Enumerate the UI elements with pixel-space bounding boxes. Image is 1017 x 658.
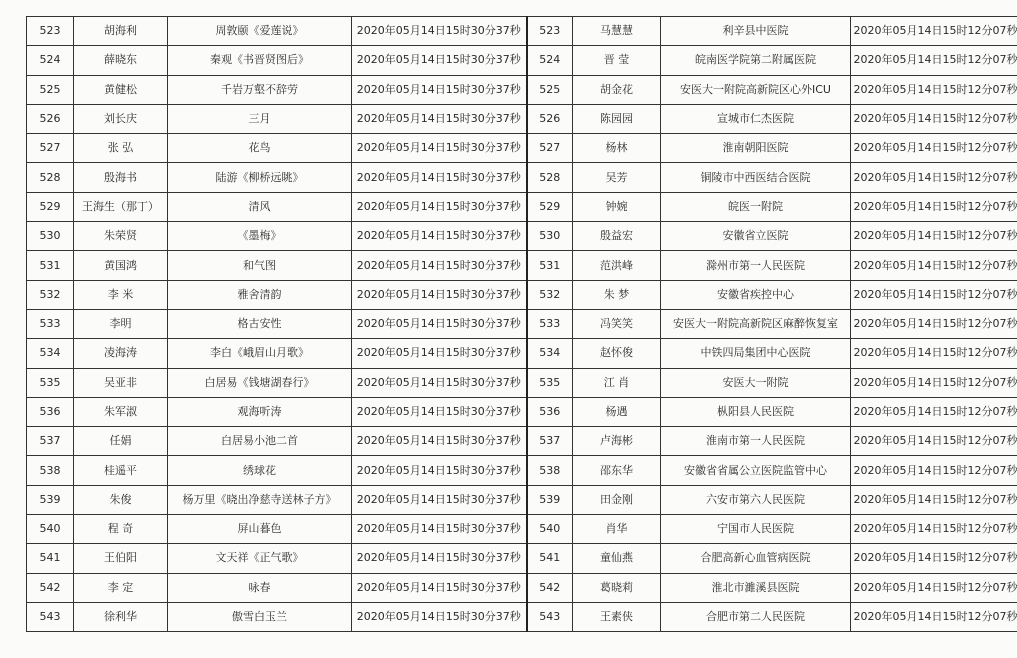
table-row bbox=[27, 368, 1017, 397]
hospital-name: 安徽省省属公立医院监管中心 bbox=[661, 456, 851, 485]
staff-name: 陈园园 bbox=[573, 104, 661, 133]
hospital-name: 合肥市第二人民医院 bbox=[661, 602, 851, 631]
staff-name: 朱 梦 bbox=[573, 280, 661, 309]
staff-name: 钟婉 bbox=[573, 192, 661, 221]
timestamp-right: 2020年05月14日15时12分07秒 bbox=[851, 251, 1017, 280]
staff-name: 王素侠 bbox=[573, 602, 661, 631]
author-name: 程 奇 bbox=[74, 515, 168, 544]
timestamp-right: 2020年05月14日15时12分07秒 bbox=[851, 602, 1017, 631]
row-number-right: 535 bbox=[527, 368, 573, 397]
author-name: 刘长庆 bbox=[74, 104, 168, 133]
row-number-right: 524 bbox=[527, 46, 573, 75]
timestamp-left: 2020年05月14日15时30分37秒 bbox=[352, 456, 527, 485]
timestamp-left: 2020年05月14日15时30分37秒 bbox=[352, 573, 527, 602]
timestamp-right: 2020年05月14日15时12分07秒 bbox=[851, 456, 1017, 485]
author-name: 凌海涛 bbox=[74, 339, 168, 368]
staff-name: 邵东华 bbox=[573, 456, 661, 485]
hospital-name: 皖医一附院 bbox=[661, 192, 851, 221]
work-title: 三月 bbox=[168, 104, 352, 133]
row-number-right: 533 bbox=[527, 309, 573, 338]
row-number-right: 541 bbox=[527, 544, 573, 573]
author-name: 李明 bbox=[74, 309, 168, 338]
row-number-left: 536 bbox=[27, 397, 74, 426]
timestamp-left: 2020年05月14日15时30分37秒 bbox=[352, 251, 527, 280]
author-name: 黄健松 bbox=[74, 75, 168, 104]
work-title: 千岩万壑不辞劳 bbox=[168, 75, 352, 104]
work-title: 清风 bbox=[168, 192, 352, 221]
row-number-left: 541 bbox=[27, 544, 74, 573]
table-row bbox=[27, 397, 1017, 426]
staff-name: 殷益宏 bbox=[573, 222, 661, 251]
hospital-name: 淮南朝阳医院 bbox=[661, 134, 851, 163]
table-row bbox=[27, 309, 1017, 338]
timestamp-right: 2020年05月14日15时12分07秒 bbox=[851, 309, 1017, 338]
work-title: 秦观《书晋贤图后》 bbox=[168, 46, 352, 75]
timestamp-right: 2020年05月14日15时12分07秒 bbox=[851, 104, 1017, 133]
hospital-name: 铜陵市中西医结合医院 bbox=[661, 163, 851, 192]
row-number-left: 535 bbox=[27, 368, 74, 397]
work-title: 傲雪白玉兰 bbox=[168, 602, 352, 631]
row-number-right: 538 bbox=[527, 456, 573, 485]
row-number-left: 543 bbox=[27, 602, 74, 631]
timestamp-right: 2020年05月14日15时12分07秒 bbox=[851, 427, 1017, 456]
timestamp-right: 2020年05月14日15时12分07秒 bbox=[851, 339, 1017, 368]
hospital-name: 安医大一附院高新院区麻醉恢复室 bbox=[661, 309, 851, 338]
timestamp-right: 2020年05月14日15时12分07秒 bbox=[851, 17, 1017, 46]
work-title: 和气图 bbox=[168, 251, 352, 280]
row-number-right: 542 bbox=[527, 573, 573, 602]
timestamp-left: 2020年05月14日15时30分37秒 bbox=[352, 134, 527, 163]
hospital-name: 安医大一附院 bbox=[661, 368, 851, 397]
row-number-right: 525 bbox=[527, 75, 573, 104]
timestamp-left: 2020年05月14日15时30分37秒 bbox=[352, 104, 527, 133]
row-number-right: 539 bbox=[527, 485, 573, 514]
author-name: 朱军淑 bbox=[74, 397, 168, 426]
table-row bbox=[27, 222, 1017, 251]
table-row bbox=[27, 339, 1017, 368]
staff-name: 晋 莹 bbox=[573, 46, 661, 75]
row-number-left: 537 bbox=[27, 427, 74, 456]
staff-name: 马慧慧 bbox=[573, 17, 661, 46]
author-name: 李 定 bbox=[74, 573, 168, 602]
table-row bbox=[27, 573, 1017, 602]
row-number-left: 538 bbox=[27, 456, 74, 485]
work-title: 花鸟 bbox=[168, 134, 352, 163]
row-number-right: 532 bbox=[527, 280, 573, 309]
timestamp-right: 2020年05月14日15时12分07秒 bbox=[851, 192, 1017, 221]
hospital-name: 淮北市濉溪县医院 bbox=[661, 573, 851, 602]
row-number-left: 523 bbox=[27, 17, 74, 46]
author-name: 殷海书 bbox=[74, 163, 168, 192]
author-name: 王海生（那丁） bbox=[74, 192, 168, 221]
timestamp-left: 2020年05月14日15时30分37秒 bbox=[352, 222, 527, 251]
work-title: 周敦颐《爱莲说》 bbox=[168, 17, 352, 46]
hospital-name: 宁国市人民医院 bbox=[661, 515, 851, 544]
staff-name: 吴芳 bbox=[573, 163, 661, 192]
row-number-left: 542 bbox=[27, 573, 74, 602]
timestamp-left: 2020年05月14日15时30分37秒 bbox=[352, 397, 527, 426]
work-title: 《墨梅》 bbox=[168, 222, 352, 251]
work-title: 陆游《柳桥远眺》 bbox=[168, 163, 352, 192]
timestamp-right: 2020年05月14日15时12分07秒 bbox=[851, 163, 1017, 192]
timestamp-left: 2020年05月14日15时30分37秒 bbox=[352, 544, 527, 573]
timestamp-left: 2020年05月14日15时30分37秒 bbox=[352, 368, 527, 397]
work-title: 李白《峨眉山月歌》 bbox=[168, 339, 352, 368]
table-body bbox=[27, 17, 1017, 632]
hospital-name: 安医大一附院高新院区心外ICU bbox=[661, 75, 851, 104]
row-number-right: 531 bbox=[527, 251, 573, 280]
row-number-left: 530 bbox=[27, 222, 74, 251]
table-row bbox=[27, 46, 1017, 75]
table-row bbox=[27, 104, 1017, 133]
table-row bbox=[27, 75, 1017, 104]
timestamp-left: 2020年05月14日15时30分37秒 bbox=[352, 163, 527, 192]
hospital-name: 安徽省疾控中心 bbox=[661, 280, 851, 309]
table-row bbox=[27, 427, 1017, 456]
hospital-name: 枞阳县人民医院 bbox=[661, 397, 851, 426]
hospital-name: 合肥高新心血管病医院 bbox=[661, 544, 851, 573]
author-name: 王伯阳 bbox=[74, 544, 168, 573]
hospital-name: 六安市第六人民医院 bbox=[661, 485, 851, 514]
row-number-right: 530 bbox=[527, 222, 573, 251]
staff-name: 杨遇 bbox=[573, 397, 661, 426]
row-number-right: 529 bbox=[527, 192, 573, 221]
work-title: 白居易《钱塘湖春行》 bbox=[168, 368, 352, 397]
table-row bbox=[27, 485, 1017, 514]
table-row bbox=[27, 515, 1017, 544]
timestamp-left: 2020年05月14日15时30分37秒 bbox=[352, 427, 527, 456]
work-title: 雅舍清韵 bbox=[168, 280, 352, 309]
timestamp-right: 2020年05月14日15时12分07秒 bbox=[851, 134, 1017, 163]
staff-name: 肖华 bbox=[573, 515, 661, 544]
author-name: 桂遥平 bbox=[74, 456, 168, 485]
work-title: 格古安性 bbox=[168, 309, 352, 338]
row-number-right: 534 bbox=[527, 339, 573, 368]
row-number-left: 528 bbox=[27, 163, 74, 192]
registration-table bbox=[26, 16, 1017, 632]
table-row bbox=[27, 17, 1017, 46]
timestamp-left: 2020年05月14日15时30分37秒 bbox=[352, 309, 527, 338]
timestamp-right: 2020年05月14日15时12分07秒 bbox=[851, 280, 1017, 309]
timestamp-left: 2020年05月14日15时30分37秒 bbox=[352, 192, 527, 221]
row-number-left: 534 bbox=[27, 339, 74, 368]
hospital-name: 中铁四局集团中心医院 bbox=[661, 339, 851, 368]
staff-name: 田金刚 bbox=[573, 485, 661, 514]
row-number-right: 528 bbox=[527, 163, 573, 192]
hospital-name: 滁州市第一人民医院 bbox=[661, 251, 851, 280]
row-number-left: 526 bbox=[27, 104, 74, 133]
timestamp-right: 2020年05月14日15时12分07秒 bbox=[851, 75, 1017, 104]
timestamp-left: 2020年05月14日15时30分37秒 bbox=[352, 280, 527, 309]
staff-name: 卢海彬 bbox=[573, 427, 661, 456]
timestamp-right: 2020年05月14日15时12分07秒 bbox=[851, 397, 1017, 426]
staff-name: 范洪峰 bbox=[573, 251, 661, 280]
author-name: 吴亚非 bbox=[74, 368, 168, 397]
table-row bbox=[27, 602, 1017, 631]
work-title: 文天祥《正气歌》 bbox=[168, 544, 352, 573]
row-number-left: 539 bbox=[27, 485, 74, 514]
table-row bbox=[27, 251, 1017, 280]
row-number-left: 532 bbox=[27, 280, 74, 309]
author-name: 朱俊 bbox=[74, 485, 168, 514]
table-row bbox=[27, 163, 1017, 192]
row-number-right: 523 bbox=[527, 17, 573, 46]
timestamp-left: 2020年05月14日15时30分37秒 bbox=[352, 17, 527, 46]
work-title: 白居易小池二首 bbox=[168, 427, 352, 456]
row-number-left: 525 bbox=[27, 75, 74, 104]
work-title: 屏山暮色 bbox=[168, 515, 352, 544]
staff-name: 胡金花 bbox=[573, 75, 661, 104]
row-number-right: 543 bbox=[527, 602, 573, 631]
row-number-right: 527 bbox=[527, 134, 573, 163]
staff-name: 冯笑笑 bbox=[573, 309, 661, 338]
row-number-left: 533 bbox=[27, 309, 74, 338]
author-name: 黄国鸿 bbox=[74, 251, 168, 280]
timestamp-right: 2020年05月14日15时12分07秒 bbox=[851, 544, 1017, 573]
author-name: 李 米 bbox=[74, 280, 168, 309]
work-title: 绣球花 bbox=[168, 456, 352, 485]
table-row bbox=[27, 456, 1017, 485]
table-row bbox=[27, 192, 1017, 221]
work-title: 咏春 bbox=[168, 573, 352, 602]
staff-name: 江 肖 bbox=[573, 368, 661, 397]
timestamp-right: 2020年05月14日15时12分07秒 bbox=[851, 485, 1017, 514]
table-row bbox=[27, 134, 1017, 163]
staff-name: 童仙燕 bbox=[573, 544, 661, 573]
timestamp-left: 2020年05月14日15时30分37秒 bbox=[352, 339, 527, 368]
row-number-right: 526 bbox=[527, 104, 573, 133]
hospital-name: 淮南市第一人民医院 bbox=[661, 427, 851, 456]
table-row bbox=[27, 280, 1017, 309]
row-number-right: 537 bbox=[527, 427, 573, 456]
staff-name: 赵怀俊 bbox=[573, 339, 661, 368]
staff-name: 杨林 bbox=[573, 134, 661, 163]
row-number-left: 524 bbox=[27, 46, 74, 75]
hospital-name: 宣城市仁杰医院 bbox=[661, 104, 851, 133]
timestamp-left: 2020年05月14日15时30分37秒 bbox=[352, 75, 527, 104]
staff-name: 葛晓莉 bbox=[573, 573, 661, 602]
author-name: 胡海利 bbox=[74, 17, 168, 46]
timestamp-left: 2020年05月14日15时30分37秒 bbox=[352, 515, 527, 544]
author-name: 徐利华 bbox=[74, 602, 168, 631]
hospital-name: 利辛县中医院 bbox=[661, 17, 851, 46]
author-name: 薛晓东 bbox=[74, 46, 168, 75]
row-number-right: 536 bbox=[527, 397, 573, 426]
table-row bbox=[27, 544, 1017, 573]
timestamp-right: 2020年05月14日15时12分07秒 bbox=[851, 46, 1017, 75]
timestamp-right: 2020年05月14日15时12分07秒 bbox=[851, 368, 1017, 397]
row-number-left: 540 bbox=[27, 515, 74, 544]
timestamp-left: 2020年05月14日15时30分37秒 bbox=[352, 485, 527, 514]
author-name: 张 弘 bbox=[74, 134, 168, 163]
timestamp-left: 2020年05月14日15时30分37秒 bbox=[352, 602, 527, 631]
timestamp-right: 2020年05月14日15时12分07秒 bbox=[851, 573, 1017, 602]
work-title: 杨万里《晓出净慈寺送林子方》 bbox=[168, 485, 352, 514]
timestamp-right: 2020年05月14日15时12分07秒 bbox=[851, 222, 1017, 251]
hospital-name: 皖南医学院第二附属医院 bbox=[661, 46, 851, 75]
row-number-left: 529 bbox=[27, 192, 74, 221]
row-number-right: 540 bbox=[527, 515, 573, 544]
row-number-left: 531 bbox=[27, 251, 74, 280]
timestamp-right: 2020年05月14日15时12分07秒 bbox=[851, 515, 1017, 544]
author-name: 任娟 bbox=[74, 427, 168, 456]
timestamp-left: 2020年05月14日15时30分37秒 bbox=[352, 46, 527, 75]
author-name: 朱荣贤 bbox=[74, 222, 168, 251]
row-number-left: 527 bbox=[27, 134, 74, 163]
work-title: 观海听涛 bbox=[168, 397, 352, 426]
hospital-name: 安徽省立医院 bbox=[661, 222, 851, 251]
